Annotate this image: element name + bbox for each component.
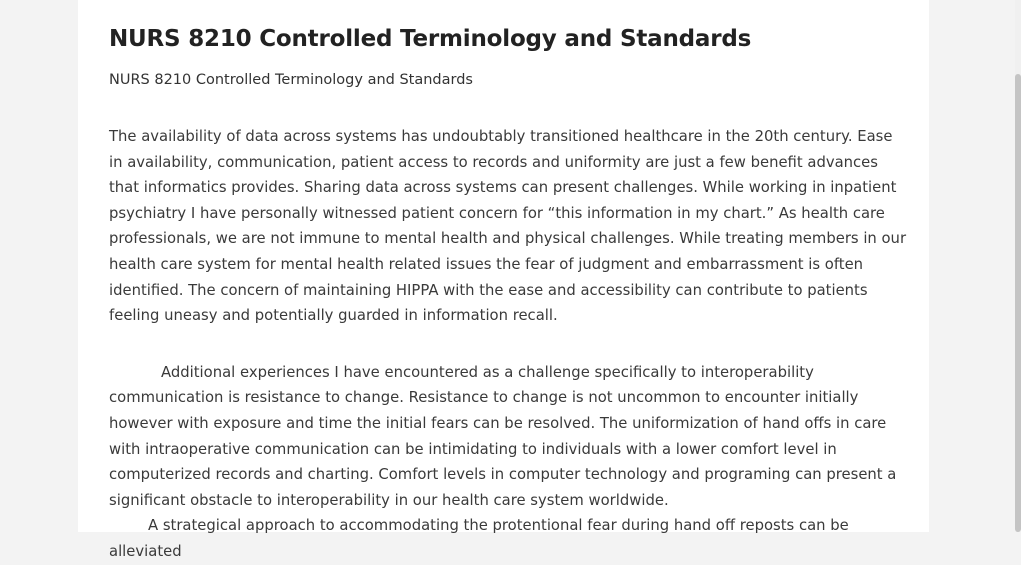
article-paragraph-3: A strategical approach to accommodating the protentional fear during hand off reposts can be alleviated: [109, 517, 849, 560]
article-content: [109, 24, 909, 565]
vertical-scrollbar[interactable]: [1015, 0, 1021, 532]
article-page: [78, 0, 929, 560]
scrollbar-thumb[interactable]: [1015, 74, 1021, 532]
article-paragraph-2: Additional experiences I have encountered as a challenge specifically to interoperability communication is resistance to change. Resistance to change is not uncommon to encounter initially however with exposure and time the initial fears can be resolved. The uniformization of hand offs in care with intraoperative communication can be intimidating to individuals with a lower comfort level in computerized records and charting. Comfort levels in computer technology and programing can present a significant obstacle to interoperability in our health care system worldwide.: [109, 363, 897, 509]
article-subtitle: NURS 8210 Controlled Terminology and Standards: [109, 72, 473, 88]
article-title: NURS 8210 Controlled Terminology and Standards: [109, 26, 752, 52]
article-paragraph-1: The availability of data across systems has undoubtably transitioned healthcare in the 20th century. Ease in availability, communication, patient access to records and uniformity are just a few benefit advances that informatics provides. Sharing data across systems can present challenges. While working in inpatient psychiatry I have personally witnessed patient concern for “this information in my chart.” As health care professionals, we are not immune to mental health and physical challenges. While treating members in our health care system for mental health related issues the fear of judgment and embarrassment is often identified. The concern of maintaining HIPPA with the ease and accessibility can contribute to patients feeling uneasy and potentially guarded in information recall.: [109, 128, 907, 325]
